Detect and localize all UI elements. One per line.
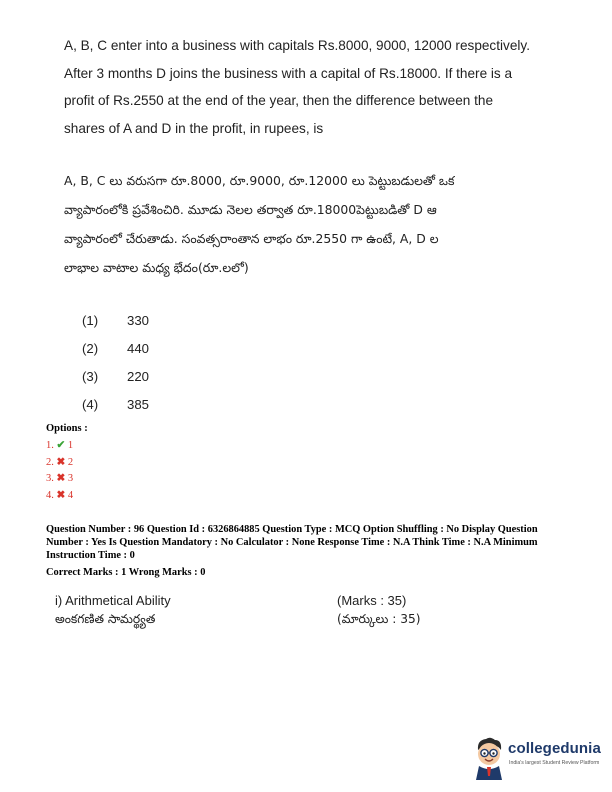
option-label: 1 [67,440,74,451]
question-info: Question Number : 96 Question Id : 6326864885 Question Type : MCQ Option Shuffling : No Display Question Number : Yes Is Question Mandatory : No Calculator : None Response Time : N.A Think Time : N.A Minimum Instruction Time : 0 [46,524,538,562]
option-number: 1. [46,440,54,451]
choice-number: (3) [82,369,99,384]
option-number: 2. [46,456,54,468]
question-line-telugu: వ్యాపారంలో చేరుతాడు. సంవత్సరాంతాన లాభం రూ.2550 గా ఉంటే, A, D ల [64,231,439,246]
cross-icon: ✖ [56,456,66,468]
mascot-icon [472,736,506,780]
section-title-english: i) Arithmetical Ability [55,593,171,608]
section-marks [337,591,421,629]
question-line: A, B, C enter into a business with capitals Rs.8000, 9000, 12000 respectively. [64,38,530,53]
option-2 [46,455,88,472]
choice-1 [82,310,202,338]
option-label: 2 [67,456,74,468]
option-3 [46,471,88,488]
option-label: 3 [67,473,74,484]
options-title: Options : [46,423,88,434]
choice-value: 330 [127,313,150,328]
cross-icon: ✖ [56,473,66,484]
question-line: shares of A and D in the profit, in rupees, is [64,121,324,137]
question-telugu [64,166,544,282]
collegedunia-logo [472,734,608,782]
option-label: 4 [67,489,74,501]
question-line-telugu: లాభాల వాటాల మధ్య భేదం(రూ.లలో) [64,260,249,275]
choice-number: (4) [82,397,99,412]
option-number: 3. [46,473,54,484]
question-line-telugu: వ్యాపారంలోకి ప్రవేశించిరి. మూడు నెలల తర్వాత రూ.18000పెట్టుబడితో D ఆ [64,202,437,217]
section-title-telugu: అంకగణిత సామర్థ్యత [55,612,156,626]
options-list [46,421,88,504]
section-marks-english: (Marks : 35) [337,593,407,608]
question-english [64,32,534,143]
check-icon: ✔ [56,440,66,451]
option-number: 4. [46,489,54,501]
question-line-telugu: A, B, C లు వరుసగా రూ.8000, రూ.9000, రూ.12000 లు పెట్టుబడులతో ఒక [64,173,455,188]
question-line: profit of Rs.2550 at the end of the year, then the difference between the [64,93,494,109]
choice-2 [82,338,202,366]
choice-value: 440 [127,341,150,356]
choice-value: 385 [127,397,150,412]
logo-brand-text: collegedunia [508,740,601,757]
choice-number: (2) [82,341,99,356]
choice-number: (1) [82,313,99,328]
answer-choices [82,310,202,422]
choice-4 [82,394,202,422]
choice-3 [82,366,202,394]
question-line: After 3 months D joins the business with a capital of Rs.18000. If there is a [64,65,513,81]
option-4 [46,488,88,505]
question-metadata [46,523,576,579]
marks-info: Correct Marks : 1 Wrong Marks : 0 [46,566,206,578]
section-marks-telugu: (మార్కులు : 35) [337,612,421,626]
logo-tagline: India's largest Student Review Platform [509,760,600,766]
cross-icon: ✖ [56,489,66,501]
option-1 [46,438,88,455]
choice-value: 220 [127,369,150,384]
section-title [55,591,171,629]
